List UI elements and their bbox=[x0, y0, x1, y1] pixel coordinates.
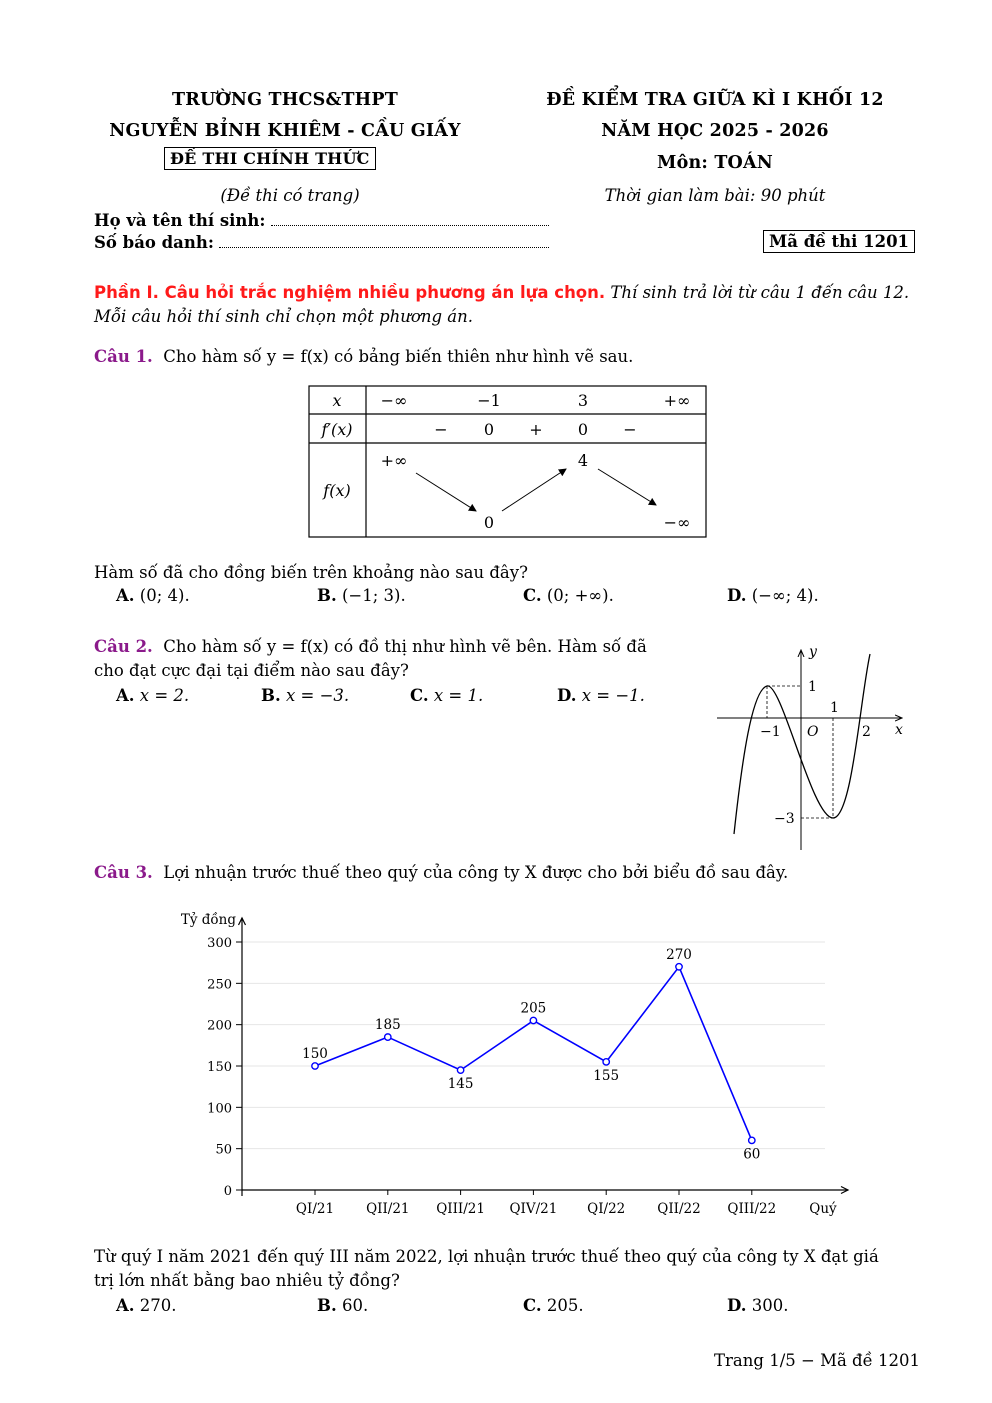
data-point bbox=[312, 1063, 318, 1069]
q3-question-line2: trị lớn nhất bằng bao nhiêu tỷ đồng? bbox=[94, 1271, 400, 1290]
exam-time: Thời gian làm bài: 90 phút bbox=[604, 186, 826, 205]
part1-title: Phần I. Câu hỏi trắc nghiệm nhiều phương án lựa chọn. bbox=[94, 283, 606, 302]
series-line bbox=[315, 967, 752, 1141]
chart-grid bbox=[242, 942, 825, 1149]
x-neg1-label: −1 bbox=[760, 724, 781, 740]
x-tick-label: QI/21 bbox=[295, 1201, 335, 1217]
f-value: 0 bbox=[483, 513, 495, 532]
fprime-sign: 0 bbox=[483, 420, 495, 439]
x-axis-title: Quý bbox=[809, 1201, 837, 1217]
q1-option-a[interactable] bbox=[116, 586, 190, 605]
part1-instruction-2: Mỗi câu hỏi thí sinh chỉ chọn một phương án. bbox=[94, 307, 473, 326]
official-exam-box bbox=[164, 147, 376, 170]
option-text: (0; 4). bbox=[139, 586, 190, 605]
y-max-label: 1 bbox=[808, 679, 817, 695]
origin-label: O bbox=[807, 724, 819, 740]
subject: Môn: TOÁN bbox=[657, 153, 773, 173]
option-text: (−1; 3). bbox=[341, 586, 406, 605]
x-tick-label: QII/21 bbox=[366, 1201, 410, 1217]
q2-option-d[interactable] bbox=[557, 686, 645, 705]
q3-question-line1: Từ quý I năm 2021 đến quý III năm 2022, lợi nhuận trước thuế theo quý của công ty X đạt giá bbox=[94, 1247, 879, 1266]
x-2-label: 2 bbox=[862, 724, 871, 740]
x-1-label: 1 bbox=[830, 700, 839, 716]
option-key: B. bbox=[317, 1296, 337, 1315]
data-point bbox=[749, 1137, 755, 1143]
option-text: (−∞; 4). bbox=[751, 586, 819, 605]
option-key: B. bbox=[317, 586, 337, 605]
option-key: A. bbox=[116, 686, 135, 705]
q3-option-c[interactable] bbox=[523, 1296, 584, 1315]
candidate-name-row bbox=[94, 211, 549, 230]
data-label: 155 bbox=[593, 1067, 620, 1084]
q2-text-line2: cho đạt cực đại tại điểm nào sau đây? bbox=[94, 661, 409, 680]
x-tick-label: QIII/22 bbox=[727, 1201, 777, 1217]
exam-code-box bbox=[763, 230, 915, 253]
y-min-label: −3 bbox=[774, 811, 795, 827]
y-tick-label: 100 bbox=[207, 1101, 232, 1117]
y-tick-label: 200 bbox=[207, 1018, 232, 1034]
data-point bbox=[457, 1067, 463, 1073]
f-value: −∞ bbox=[663, 513, 691, 532]
candidate-id-label: Số báo danh: bbox=[94, 233, 214, 252]
part1-instruction-1: Thí sinh trả lời từ câu 1 đến câu 12. bbox=[610, 283, 910, 302]
q1-option-c[interactable] bbox=[523, 586, 614, 605]
y-tick-label: 150 bbox=[207, 1060, 232, 1075]
option-text: 205. bbox=[546, 1296, 584, 1315]
option-key: C. bbox=[523, 1296, 542, 1315]
cubic-curve bbox=[734, 654, 870, 834]
chart-axes bbox=[181, 912, 848, 1217]
option-text: 60. bbox=[341, 1296, 369, 1315]
candidate-id-row bbox=[94, 233, 549, 252]
row-f-label: f(x) bbox=[323, 481, 351, 500]
option-text: x = 2. bbox=[139, 686, 190, 705]
row-fprime-label: f′(x) bbox=[321, 420, 353, 439]
q3-stem bbox=[94, 863, 788, 882]
candidate-name-blank[interactable] bbox=[271, 225, 549, 226]
x-value: +∞ bbox=[663, 391, 691, 410]
official-exam-label: ĐỀ THI CHÍNH THỨC bbox=[164, 147, 376, 170]
option-text: x = −3. bbox=[285, 686, 350, 705]
y-tick-label: 0 bbox=[223, 1184, 232, 1199]
q3-option-d[interactable] bbox=[727, 1296, 788, 1315]
q2-text-line1: Cho hàm số y = f(x) có đồ thị như hình vẽ bên. Hàm số đã bbox=[163, 637, 647, 656]
x-tick-label: QI/22 bbox=[587, 1201, 626, 1217]
q1-option-d[interactable] bbox=[727, 586, 819, 605]
y-axis-title: Tỷ đồng bbox=[180, 912, 236, 928]
exam-code: Mã đề thi 1201 bbox=[763, 230, 915, 253]
x-tick-label: QIV/21 bbox=[509, 1201, 558, 1217]
option-text: 300. bbox=[751, 1296, 789, 1315]
page-footer: Trang 1/5 − Mã đề 1201 bbox=[714, 1351, 920, 1370]
q3-line-chart bbox=[160, 900, 860, 1230]
data-label: 150 bbox=[302, 1046, 328, 1062]
school-name-line2: NGUYỄN BỈNH KHIÊM - CẦU GIẤY bbox=[109, 121, 461, 141]
q3-option-a[interactable] bbox=[116, 1296, 177, 1315]
part1-heading bbox=[94, 283, 924, 302]
decreasing-arrow bbox=[598, 469, 656, 505]
option-key: C. bbox=[523, 586, 542, 605]
option-text: x = −1. bbox=[581, 686, 645, 705]
data-label: 145 bbox=[447, 1076, 474, 1093]
option-key: C. bbox=[410, 686, 429, 705]
option-key: A. bbox=[116, 586, 135, 605]
data-label: 270 bbox=[666, 946, 692, 963]
decreasing-arrow bbox=[416, 473, 476, 511]
option-text: x = 1. bbox=[433, 686, 484, 705]
option-text: (0; +∞). bbox=[546, 586, 614, 605]
q3-text: Lợi nhuận trước thuế theo quý của công ty X được cho bởi biểu đồ sau đây. bbox=[163, 863, 789, 882]
q1-text: Cho hàm số y = f(x) có bảng biến thiên như hình vẽ sau. bbox=[163, 347, 634, 366]
chart-labels bbox=[302, 947, 760, 1163]
fprime-sign: − bbox=[623, 420, 637, 439]
q1-label: Câu 1. bbox=[94, 347, 153, 366]
x-tick-label: QII/22 bbox=[657, 1201, 701, 1217]
fprime-sign: − bbox=[434, 420, 448, 439]
x-value: 3 bbox=[577, 391, 589, 410]
option-text: 270. bbox=[139, 1296, 177, 1315]
data-label: 60 bbox=[743, 1146, 761, 1163]
q1-stem bbox=[94, 347, 633, 366]
x-value: −∞ bbox=[380, 391, 408, 410]
f-value: 4 bbox=[577, 451, 589, 470]
school-name-line1: TRƯỜNG THCS&THPT bbox=[172, 90, 398, 110]
data-point bbox=[385, 1034, 391, 1040]
pages-note: (Đề thi có trang) bbox=[220, 186, 360, 205]
y-tick-label: 50 bbox=[215, 1142, 232, 1158]
q1-option-b[interactable] bbox=[317, 586, 406, 605]
q1-question: Hàm số đã cho đồng biến trên khoảng nào sau đây? bbox=[94, 563, 528, 582]
option-key: D. bbox=[557, 686, 577, 705]
x-value: −1 bbox=[477, 391, 501, 410]
row-x-label: x bbox=[332, 391, 342, 410]
q3-option-b[interactable] bbox=[317, 1296, 368, 1315]
variation-table bbox=[308, 385, 708, 539]
q2-option-a[interactable] bbox=[116, 686, 189, 705]
fprime-sign: 0 bbox=[577, 420, 589, 439]
q2-option-b[interactable] bbox=[261, 686, 349, 705]
candidate-name-label: Họ và tên thí sinh: bbox=[94, 211, 266, 230]
q2-function-graph bbox=[712, 640, 912, 855]
data-label: 205 bbox=[520, 1000, 547, 1017]
data-point bbox=[676, 964, 682, 970]
f-value: +∞ bbox=[380, 451, 408, 470]
data-point bbox=[603, 1059, 609, 1065]
x-tick-label: QIII/21 bbox=[436, 1201, 485, 1217]
option-key: B. bbox=[261, 686, 281, 705]
fprime-sign: + bbox=[529, 420, 543, 439]
option-key: A. bbox=[116, 1296, 135, 1315]
q2-stem bbox=[94, 637, 704, 656]
option-key: D. bbox=[727, 586, 747, 605]
y-tick-label: 250 bbox=[207, 977, 232, 993]
data-label: 185 bbox=[374, 1017, 401, 1034]
chart-series bbox=[312, 964, 755, 1144]
q3-label: Câu 3. bbox=[94, 863, 153, 882]
y-axis-label: y bbox=[809, 644, 817, 660]
q2-option-c[interactable] bbox=[410, 686, 483, 705]
increasing-arrow bbox=[502, 469, 566, 511]
school-year: NĂM HỌC 2025 - 2026 bbox=[601, 121, 829, 141]
data-point bbox=[530, 1017, 536, 1023]
option-key: D. bbox=[727, 1296, 747, 1315]
q2-label: Câu 2. bbox=[94, 637, 153, 656]
x-axis-label: x bbox=[895, 722, 903, 738]
candidate-id-blank[interactable] bbox=[219, 247, 549, 248]
exam-title: ĐỀ KIỂM TRA GIỮA KÌ I KHỐI 12 bbox=[546, 90, 884, 110]
y-tick-label: 300 bbox=[207, 936, 232, 951]
